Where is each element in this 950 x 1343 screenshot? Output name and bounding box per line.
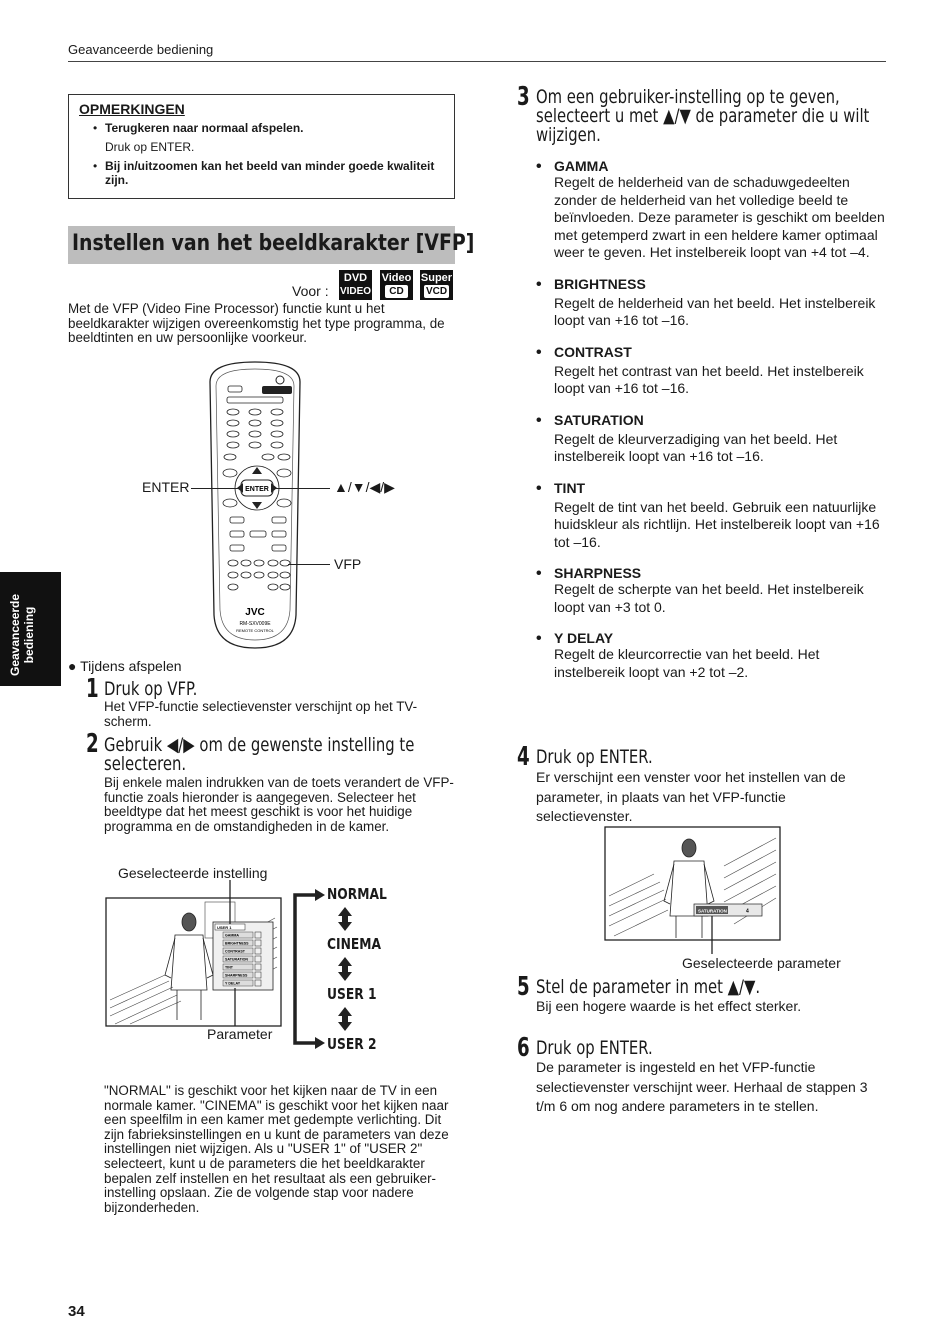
- remote-model: RM-SXV009E: [239, 621, 271, 627]
- side-tab-label: Geavanceerde bediening: [8, 593, 36, 676]
- super-vcd-badge: Super VCD: [420, 270, 453, 300]
- param-bar-label: SATURATION: [698, 908, 727, 914]
- step-heading: wijzigen.: [536, 124, 601, 146]
- param-saturation: • SATURATION Regelt de kleurverzadiging van het beeld. Het instelbereik loopt van +16 tot –16.: [536, 411, 838, 464]
- param-sharpness: • SHARPNESS Regelt de scherpte van het beeld. Het instelbereik loopt van +3 tot 0.: [536, 565, 864, 615]
- remote-brand: JVC: [245, 607, 265, 618]
- step-body: Er verschijnt een venster voor het instellen van de parameter, in plaats van het VFP-functie selectievenster.: [536, 769, 846, 824]
- video-cd-badge: Video CD: [380, 270, 413, 300]
- page-number: 34: [68, 1303, 85, 1320]
- step-heading: Stel de parameter in met ▲/▼.: [536, 976, 761, 998]
- menu-title: USER 1: [217, 925, 232, 930]
- enter-callout: ENTER: [142, 479, 190, 495]
- menu-item: Y DELAY: [225, 981, 241, 986]
- mode-cinema: CINEMA: [327, 935, 382, 953]
- step-number: 2: [86, 729, 99, 759]
- mode-normal: NORMAL: [327, 885, 387, 903]
- param-y-delay: • Y DELAY Regelt de kleurcorrectie van het beeld. Het instelbereik loopt van +2 tot –2.: [536, 630, 820, 680]
- header-rule: [68, 61, 886, 62]
- dvd-video-badge: DVD VIDEO: [339, 270, 372, 300]
- enter-callout-line: [191, 488, 241, 489]
- explanation-text: "NORMAL" is geschikt voor het kijken naar de TV in een normale kamer. "CINEMA" is geschikt voor het kijken naar een speelfilm in een kamer met gedempte verlichting. Dit zijn fabrieksinstellingen en u kunt de parameters van deze instellingen niet wijzigen. Als u "USER 1" of "USER 2" selecteert, kunt u de parameters die het beeldkarakter bepalen zelf instellen en het resultaat als een gebruiker-instelling opslaan. Zie de volgende stap voor nadere bijzonderheden.: [104, 1083, 449, 1215]
- param-contrast: • CONTRAST Regelt het contrast van het beeld. Het instelbereik loopt van +16 tot –16.: [536, 343, 864, 396]
- step-heading: Druk op VFP.: [104, 678, 198, 700]
- step-heading: selecteert u met ▲/▼ de parameter die u wilt: [536, 105, 870, 127]
- menu-item: SHARPNESS: [225, 973, 248, 978]
- param-tint: • TINT Regelt de tint van het beeld. Gebruik een natuurlijke huidskleur als richtlijn. Het instelbereik loopt van +16 tot –16.: [536, 479, 880, 550]
- parameter-label: Parameter: [207, 1026, 273, 1042]
- step-body: De parameter is ingesteld en het VFP-functie selectievenster verschijnt weer. Herhaal de stappen 3 t/m 6 om nog andere parameters in te stellen.: [536, 1059, 868, 1114]
- remote-control-illustration: [200, 360, 310, 650]
- arrows-callout: ▲/▼/◀/▶: [334, 479, 395, 495]
- notes-box: [68, 94, 455, 199]
- notes-item: • Bij in/uitzoomen kan het beeld van minder goede kwaliteit zijn.: [93, 159, 435, 187]
- parameter-list: [536, 158, 886, 681]
- menu-item: BRIGHTNESS: [225, 941, 249, 946]
- step-body: Bij een hogere waarde is het effect sterker.: [536, 998, 802, 1014]
- step-number: 5: [517, 972, 530, 1002]
- vfp-menu-diagram: [105, 880, 395, 1060]
- notes-item-text: Terugkeren naar normaal afspelen.: [105, 121, 304, 135]
- parameter-screen-diagram: [604, 826, 782, 956]
- section-title: Instellen van het beeldkarakter [VFP]: [72, 231, 475, 256]
- step-number: 6: [517, 1033, 530, 1063]
- running-header: Geavanceerde bediening: [68, 42, 214, 57]
- selected-parameter-label: Geselecteerde parameter: [682, 955, 841, 971]
- notes-item-text: Bij in/uitzoomen kan het beeld van minder goede kwaliteit zijn.: [105, 159, 435, 187]
- notes-title: OPMERKINGEN: [79, 101, 185, 117]
- selected-setting-label: Geselecteerde instelling: [118, 865, 268, 881]
- during-playback-label: ● Tijdens afspelen: [68, 658, 182, 674]
- step-heading: Om een gebruiker-instelling op te geven,: [536, 86, 840, 108]
- step-body: Bij enkele malen indrukken van de toets verandert de VFP-functie zoals hieronder is aangegeven. Selecteer het beeldtype dat het meest geschikt is voor het huidige programma en de omstandigheden in de kamer.: [104, 775, 454, 834]
- notes-item-sub: Druk op ENTER.: [105, 140, 195, 154]
- param-brightness: • BRIGHTNESS Regelt de helderheid van het beeld. Het instelbereik loopt van +16 tot –16.: [536, 275, 876, 328]
- svg-text:ENTER: ENTER: [245, 486, 269, 493]
- step-number: 3: [517, 82, 530, 112]
- step-number: 4: [517, 742, 530, 772]
- menu-item: TINT: [225, 965, 233, 970]
- mode-user2: USER 2: [327, 1035, 377, 1053]
- vfp-callout: VFP: [334, 556, 362, 572]
- step-heading: Druk op ENTER.: [536, 746, 653, 768]
- step-body: Het VFP-functie selectievenster verschijnt op het TV-scherm.: [104, 699, 418, 729]
- step-heading: selecteren.: [104, 753, 187, 775]
- notes-item: • Terugkeren naar normaal afspelen.: [93, 121, 304, 135]
- step-heading: Gebruik ◀/▶ om de gewenste instelling te: [104, 734, 415, 756]
- vfp-callout-line: [288, 564, 330, 565]
- step-number: 1: [86, 674, 99, 704]
- menu-item: SATURATION: [225, 957, 249, 962]
- voor-label: Voor :: [292, 283, 329, 299]
- remote-model-sub: REMOTE CONTROL: [236, 628, 274, 633]
- menu-item: CONTRAST: [225, 949, 245, 954]
- menu-item: GAMMA: [225, 933, 239, 938]
- mode-user1: USER 1: [327, 985, 377, 1003]
- param-bar-value: 4: [746, 908, 749, 915]
- step-heading: Druk op ENTER.: [536, 1037, 653, 1059]
- intro-text: Met de VFP (Video Fine Processor) functie kunt u het beeldkarakter wijzigen overeenkomstig het type programma, de beeldtinten en uw persoonlijke voorkeur.: [68, 301, 445, 346]
- param-gamma: • GAMMA Regelt de helderheid van de schaduwgedeelten zonder de helderheid van het volledige beeld te beïnvloeden. Deze parameter is geschikt om beelden met getemperd zwart in een heldere kamer optimaal weer te geven. Het instelbereik loopt van +4 tot –4.: [536, 158, 885, 260]
- arrows-callout-line: [272, 488, 330, 489]
